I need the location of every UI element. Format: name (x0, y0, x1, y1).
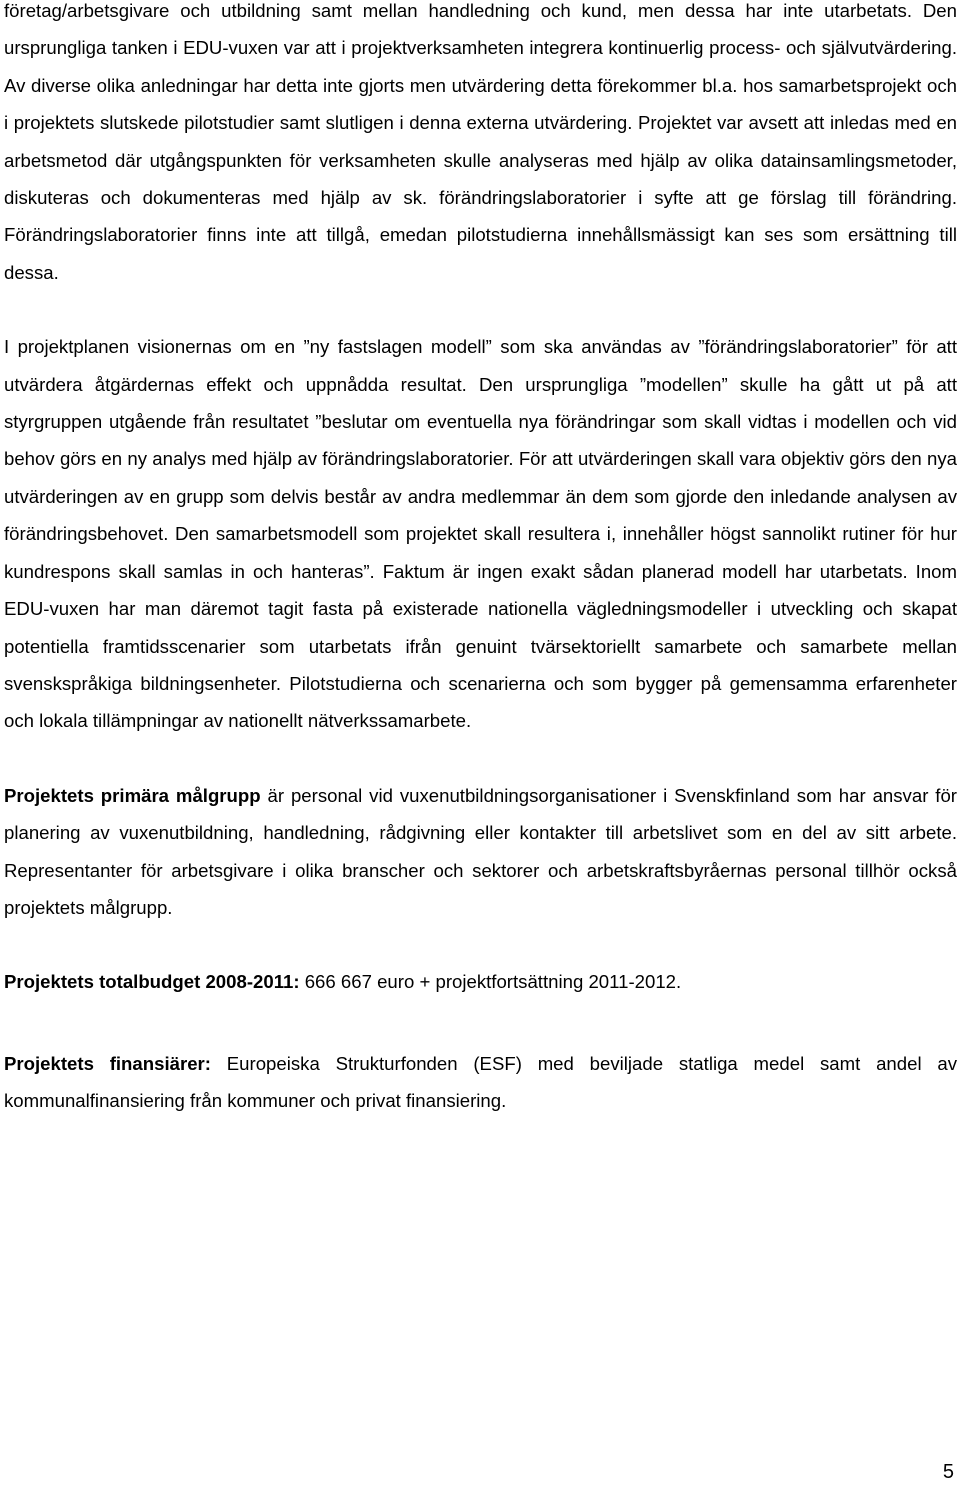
total-budget-text: 666 667 euro + projektfortsättning 2011-2012. (299, 971, 682, 993)
financiers-heading: Projektets finansiärer: (4, 1052, 211, 1074)
total-budget-heading: Projektets totalbudget 2008-2011: (4, 971, 300, 993)
target-group-text: är personal vid vuxenutbildningsorganisationer i Svenskfinland som har ansvar för planering av vuxenutbildning, handledning, rådgivning eller kontakter till arbetslivet som en del av sitt arbete. Representanter för arbetsgivare i olika branscher och sektorer och arbetskraftsbyråernas personal tillhör också projektets målgrupp. (4, 784, 957, 918)
paragraph-evaluation-background: företag/arbetsgivare och utbildning samt mellan handledning och kund, men dessa har inte utarbetats. Den ursprungliga tanken i EDU-vuxen var att i projektverksamheten integrera kontinuerlig process- och självutvärdering. Av diverse olika anledningar har detta inte gjorts men utvärdering detta förekommer bl.a. hos samarbetsprojekt och i projektets slutskede pilotstudier samt slutligen i denna externa utvärdering. Projektet var avsett att inledas med en arbetsmetod där utgångspunkten för verksamheten skulle analyseras med hjälp av olika datainsamlingsmetoder, diskuteras och dokumenteras med hjälp av sk. förändringslaboratorier i syfte att ge förslag till förändring. Förändringslaboratorier finns inte att tillgå, emedan pilotstudierna innehållsmässigt kan ses som ersättning till dessa. (4, 0, 957, 283)
paragraph-financiers (4, 1045, 957, 1120)
target-group-heading: Projektets primära målgrupp (4, 784, 261, 806)
page-number: 5 (942, 1461, 954, 1483)
paragraph-project-plan-model: I projektplanen visionernas om en ”ny fastslagen modell” som ska användas av ”förändringslaboratorier” för att utvärdera åtgärdernas effekt och uppnådda resultat. Den ursprungliga ”modellen” skulle ha gått ut på att styrgruppen utgående från resultatet ”beslutar om eventuella nya förändringar som skall vidtas i modellen och vid behov görs en ny analys med hjälp av förändringslaboratorier. För att utvärderingen skall vara objektiv görs den nya utvärderingen av en grupp som delvis består av andra medlemmar än dem som gjorde den inledande analysen av förändringsbehovet. Den samarbetsmodell som projektet skall resultera i, innehåller högst sannolikt rutiner för hur kundrespons skall samlas in och hanteras”. Faktum är ingen exakt sådan planerad modell har utarbetats. Inom EDU-vuxen har man däremot tagit fasta på existerade nationella vägledningsmodeller i utveckling och skapat potentiella framtidsscenarier som utarbetats ifrån genuint tvärsektoriellt samarbete och samarbete mellan svenskspråkiga bildningsenheter. Pilotstudierna och scenarierna och som bygger på gemensamma erfarenheter och lokala tillämpningar av nationellt nätverkssamarbete. (4, 336, 957, 732)
paragraph-total-budget (4, 963, 957, 1000)
paragraph-target-group (4, 777, 957, 927)
financiers-text: Europeiska Strukturfonden (ESF) med beviljade statliga medel samt andel av kommunalfinansiering från kommuner och privat finansiering. (4, 1052, 958, 1112)
document-page (4, 0, 957, 1120)
